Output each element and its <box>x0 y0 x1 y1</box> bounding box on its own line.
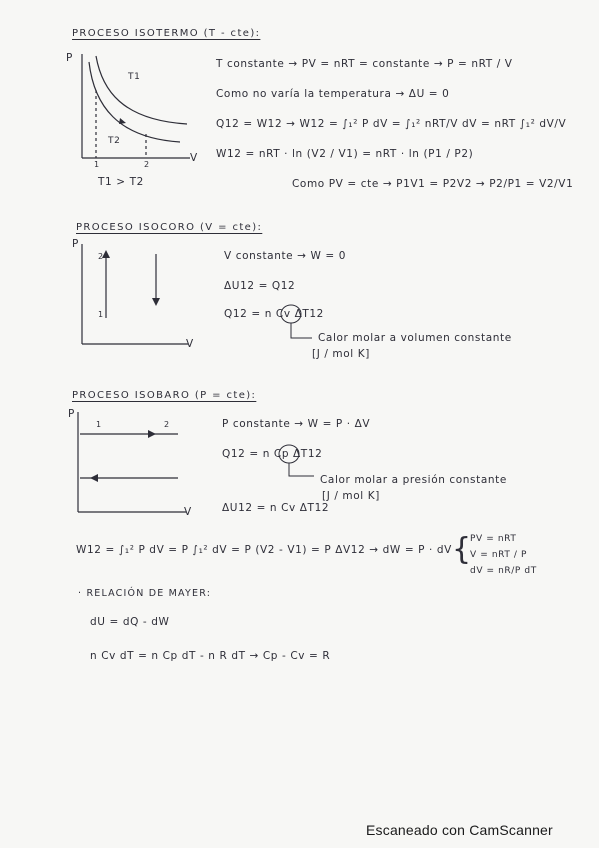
isocoro-pv-graph <box>66 240 196 352</box>
isobaro-pv-graph <box>62 408 194 518</box>
isobaro-line-3: ΔU12 = n Cv ΔT12 <box>222 502 330 514</box>
isobaro-axis-v: V <box>184 506 192 518</box>
isobaro-brace: { <box>452 532 472 567</box>
isocoro-line-2: ΔU12 = Q12 <box>224 280 296 292</box>
isobaro-note-1: Calor molar a presión constante <box>320 474 507 486</box>
isotermo-curve-t1: T1 <box>128 72 141 82</box>
isotermo-line-2: Como no varía la temperatura → ΔU = 0 <box>216 88 450 100</box>
isobaro-note-2: [J / mol K] <box>322 490 380 502</box>
isotermo-line-4: W12 = nRT · ln (V2 / V1) = nRT · ln (P1 / P2) <box>216 148 474 160</box>
isotermo-tick-2: 2 <box>144 160 150 169</box>
isotermo-heading: PROCESO ISOTERMO (T - cte): <box>72 28 261 39</box>
isobaro-line-1: P constante → W = P · ΔV <box>222 418 371 430</box>
isobaro-brace-3: dV = nR/P dT <box>470 566 537 576</box>
isotermo-pv-graph <box>62 50 202 190</box>
isobaro-work-line: W12 = ∫₁² P dV = P ∫₁² dV = P (V2 - V1) = P ΔV12 → dW = P · dV <box>76 544 452 556</box>
isocoro-note-2: [J / mol K] <box>312 348 370 360</box>
isotermo-curve-t2: T2 <box>108 136 121 146</box>
isotermo-line-1: T constante → PV = nRT = constante → P = nRT / V <box>216 58 513 70</box>
isotermo-line-3: Q12 = W12 → W12 = ∫₁² P dV = ∫₁² nRT/V dV = nRT ∫₁² dV/V <box>216 118 567 130</box>
isotermo-axis-p: P <box>66 52 73 64</box>
isocoro-line-1: V constante → W = 0 <box>224 250 347 262</box>
isotermo-tick-1: 1 <box>94 160 100 169</box>
isocoro-cv-callout <box>278 302 318 346</box>
mayer-heading: · RELACIÓN DE MAYER: <box>78 588 212 599</box>
isobaro-line-2: Q12 = n Cp ΔT12 <box>222 448 323 460</box>
isocoro-line-3: Q12 = n Cv ΔT12 <box>224 308 324 320</box>
isobaro-brace-1: PV = nRT <box>470 534 517 544</box>
isocoro-label-2: 2 <box>98 252 104 261</box>
isotermo-relation: T1 > T2 <box>98 176 144 188</box>
camscanner-footer: Escaneado con CamScanner <box>366 822 553 838</box>
isobaro-label-1: 1 <box>96 420 102 429</box>
isocoro-heading: PROCESO ISOCORO (V = cte): <box>76 222 263 233</box>
isocoro-axis-v: V <box>186 338 194 350</box>
isocoro-label-1: 1 <box>98 310 104 319</box>
isobaro-cp-callout <box>276 442 320 486</box>
isobaro-axis-p: P <box>68 408 75 420</box>
isocoro-axis-p: P <box>72 238 79 250</box>
isocoro-note-1: Calor molar a volumen constante <box>318 332 512 344</box>
isobaro-brace-2: V = nRT / P <box>470 550 528 560</box>
isobaro-heading: PROCESO ISOBARO (P = cte): <box>72 390 257 401</box>
isotermo-axis-v: V <box>190 152 198 164</box>
mayer-line-2: n Cv dT = n Cp dT - n R dT → Cp - Cv = R <box>90 650 331 662</box>
mayer-line-1: dU = dQ - dW <box>90 616 170 628</box>
isobaro-label-2: 2 <box>164 420 170 429</box>
isotermo-line-5: Como PV = cte → P1V1 = P2V2 → P2/P1 = V2/V1 <box>292 178 574 190</box>
